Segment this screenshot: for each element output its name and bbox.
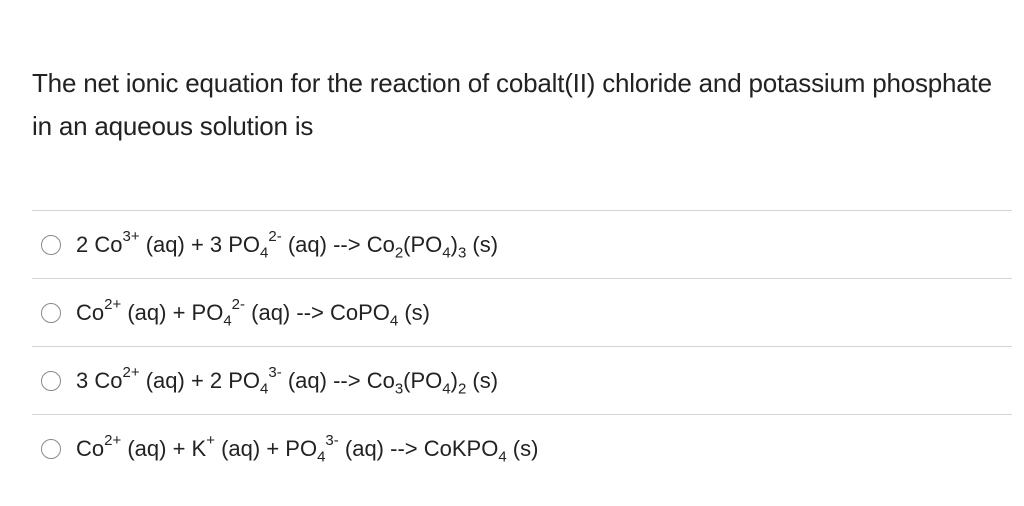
formula-text: 2 Co [76,231,123,257]
formula-text: ) [450,367,458,393]
subscript: 4 [260,379,269,397]
answer-label [76,434,538,464]
formula-text: 3 Co [76,367,123,393]
superscript: 2+ [104,432,122,450]
formula-text: Co [76,299,105,325]
subscript: 4 [389,311,399,329]
superscript: 2- [231,296,246,314]
answer-label [76,230,498,260]
answer-option-3[interactable] [32,346,1012,414]
formula-text: (PO [403,367,443,393]
formula-text: (s) [398,299,430,325]
subscript: 4 [260,243,269,261]
answer-option-2[interactable] [32,278,1012,346]
answer-option-4[interactable] [32,414,1012,482]
formula-text: (s) [466,367,499,393]
formula-text: (s) [506,435,539,461]
subscript: 4 [442,379,451,397]
subscript: 4 [498,447,507,465]
question-text: The net ionic equation for the reaction of cobalt(II) chloride and potassium phosphate in an aqueous solution is [32,68,992,141]
superscript: 3+ [122,228,140,246]
answer-label [76,298,430,328]
formula-text: (aq) --> Co [281,231,395,257]
subscript: 2 [457,379,467,397]
formula-text: (aq) + 2 PO [139,367,261,393]
superscript: 2+ [122,364,140,382]
radio-button[interactable] [41,439,61,459]
subscript: 4 [317,447,326,465]
superscript: 2+ [104,296,122,314]
subscript: 4 [223,311,232,329]
formula-text: (aq) + PO [121,299,224,325]
formula-text: (aq) --> CoKPO [338,435,499,461]
formula-text: Co [76,435,105,461]
formula-text: (aq) + K [121,435,207,461]
formula-text: (aq) + PO [214,435,318,461]
answer-options [32,210,1012,482]
formula-text: ) [450,231,458,257]
radio-button[interactable] [41,235,61,255]
subscript: 3 [457,243,467,261]
answer-label [76,366,498,396]
superscript: 3- [325,432,339,450]
subscript: 4 [442,243,451,261]
formula-text: (PO [403,231,443,257]
subscript: 3 [394,379,404,397]
radio-button[interactable] [41,371,61,391]
answer-option-1[interactable] [32,210,1012,278]
superscript: 3- [268,364,282,382]
formula-text: (s) [466,231,499,257]
radio-button[interactable] [41,303,61,323]
formula-text: (aq) --> Co [281,367,395,393]
subscript: 2 [394,243,404,261]
superscript: + [206,432,215,450]
formula-text: (aq) + 3 PO [139,231,261,257]
formula-text: (aq) --> CoPO [245,299,390,325]
superscript: 2- [268,228,282,246]
